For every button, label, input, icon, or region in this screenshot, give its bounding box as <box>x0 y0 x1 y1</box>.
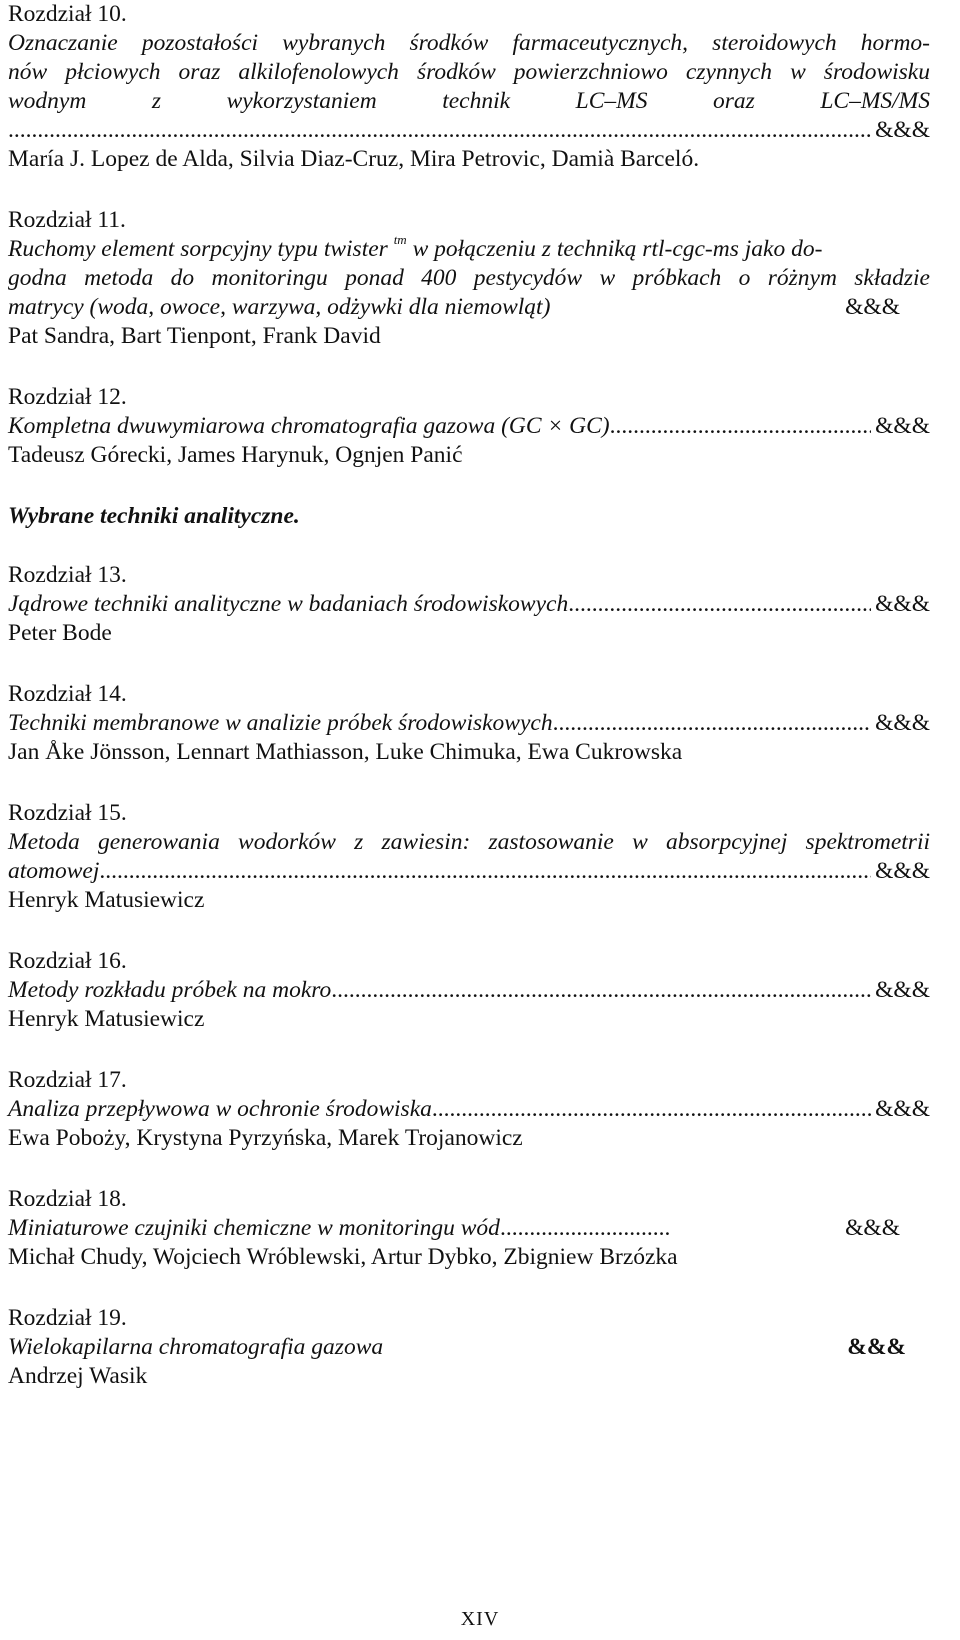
leader-dots <box>500 1214 671 1243</box>
chapter-19 <box>8 1304 930 1391</box>
chapter-authors: Peter Bode <box>8 620 112 646</box>
chapter-title: Metody rozkładu próbek na mokro <box>8 977 332 1003</box>
chapter-authors: María J. Lopez de Alda, Silvia Diaz-Cruz, Mira Petrovic, Damià Barceló. <box>8 146 700 172</box>
page-number: XIV <box>460 1608 500 1630</box>
leader-dots <box>432 1095 871 1124</box>
toc-entry-line[interactable] <box>8 709 930 738</box>
table-of-contents <box>8 0 930 1391</box>
leader-dots <box>8 116 871 145</box>
chapter-title-line: Metoda generowania wodorków z zawiesin: zastosowanie w absorpcyjnej spektrometrii <box>8 829 930 855</box>
chapter-label: Rozdział 11. <box>8 207 126 233</box>
toc-entry-line[interactable] <box>8 412 930 441</box>
toc-entry-line[interactable] <box>8 1214 930 1243</box>
chapter-title: atomowej <box>8 858 100 884</box>
chapter-authors: Tadeusz Górecki, James Harynuk, Ognjen Panić <box>8 442 463 468</box>
chapter-14 <box>8 680 930 767</box>
page-marker: &&& <box>875 710 930 736</box>
chapter-title: Kompletna dwuwymiarowa chromatografia gazowa (GC × GC) <box>8 413 610 439</box>
leader-dots <box>610 412 872 441</box>
chapter-title-part: w połączeniu z techniką rtl-cgc-ms jako do- <box>412 236 823 262</box>
chapter-label: Rozdział 18. <box>8 1186 127 1212</box>
chapter-12 <box>8 383 930 470</box>
chapter-label: Rozdział 12. <box>8 384 127 410</box>
chapter-15 <box>8 799 930 915</box>
chapter-authors: Jan Åke Jönsson, Lennart Mathiasson, Luke Chimuka, Ewa Cukrowska <box>8 739 683 765</box>
page-marker: &&& <box>847 1334 906 1360</box>
leader-dots <box>99 857 871 886</box>
chapter-title: Analiza przepływowa w ochronie środowiska <box>8 1096 432 1122</box>
chapter-authors: Ewa Poboży, Krystyna Pyrzyńska, Marek Trojanowicz <box>8 1125 523 1151</box>
chapter-title-line: Oznaczanie pozostałości wybranych środków farmaceutycznych, steroidowych hormo- <box>8 30 930 56</box>
toc-entry-line[interactable] <box>8 1095 930 1124</box>
chapter-authors: Michał Chudy, Wojciech Wróblewski, Artur Dybko, Zbigniew Brzózka <box>8 1244 678 1270</box>
chapter-authors: Henryk Matusiewicz <box>8 1006 205 1032</box>
page-marker: &&& <box>875 591 930 617</box>
chapter-label: Rozdział 17. <box>8 1067 127 1093</box>
chapter-label: Rozdział 15. <box>8 800 127 826</box>
chapter-authors: Henryk Matusiewicz <box>8 887 205 913</box>
section-heading: Wybrane techniki analityczne. <box>8 503 300 529</box>
chapter-title: Techniki membranowe w analizie próbek środowiskowych <box>8 710 553 736</box>
page-marker: &&& <box>845 1215 900 1241</box>
toc-entry-line[interactable] <box>8 1333 930 1362</box>
chapter-label: Rozdział 19. <box>8 1305 127 1331</box>
toc-entry-line[interactable] <box>8 293 930 322</box>
chapter-11 <box>8 206 930 351</box>
toc-entry-line[interactable] <box>8 857 930 886</box>
chapter-13 <box>8 561 930 648</box>
chapter-title: Jądrowe techniki analityczne w badaniach środowiskowych <box>8 591 569 617</box>
chapter-label: Rozdział 13. <box>8 562 127 588</box>
page-marker: &&& <box>845 294 900 320</box>
page-marker: &&& <box>875 858 930 884</box>
chapter-17 <box>8 1066 930 1153</box>
chapter-title-line: nów płciowych oraz alkilofenolowych środków powierzchniowo czynnych w środowisku <box>8 59 930 85</box>
leader-dots <box>331 976 871 1005</box>
leader-dots <box>568 590 871 619</box>
page-marker: &&& <box>875 117 930 143</box>
page-marker: &&& <box>875 977 930 1003</box>
chapter-title-line: wodnym z wykorzystaniem technik LC–MS oraz LC–MS/MS <box>8 88 930 114</box>
chapter-title-line: godna metoda do monitoringu ponad 400 pestycydów w próbkach o różnym składzie <box>8 265 930 291</box>
toc-entry-line[interactable] <box>8 116 930 145</box>
leader-dots <box>553 709 872 738</box>
toc-entry-line[interactable] <box>8 590 930 619</box>
chapter-16 <box>8 947 930 1034</box>
chapter-authors: Pat Sandra, Bart Tienpont, Frank David <box>8 323 381 349</box>
chapter-label: Rozdział 10. <box>8 1 127 27</box>
chapter-label: Rozdział 14. <box>8 681 127 707</box>
chapter-title-line <box>8 232 930 264</box>
chapter-title: Miniaturowe czujniki chemiczne w monitoringu wód <box>8 1215 500 1241</box>
page-marker: &&& <box>875 413 930 439</box>
chapter-title-line: matrycy (woda, owoce, warzywa, odżywki dla niemowląt) <box>8 294 551 320</box>
toc-entry-line[interactable] <box>8 976 930 1005</box>
chapter-18 <box>8 1185 930 1272</box>
trademark-sup: tm <box>393 232 407 247</box>
chapter-label: Rozdział 16. <box>8 948 127 974</box>
chapter-title: Wielokapilarna chromatografia gazowa <box>8 1334 384 1360</box>
chapter-title-part: Ruchomy element sorpcyjny typu twister <box>8 236 388 262</box>
page-marker: &&& <box>875 1096 930 1122</box>
chapter-10 <box>8 0 930 174</box>
chapter-authors: Andrzej Wasik <box>8 1363 148 1389</box>
